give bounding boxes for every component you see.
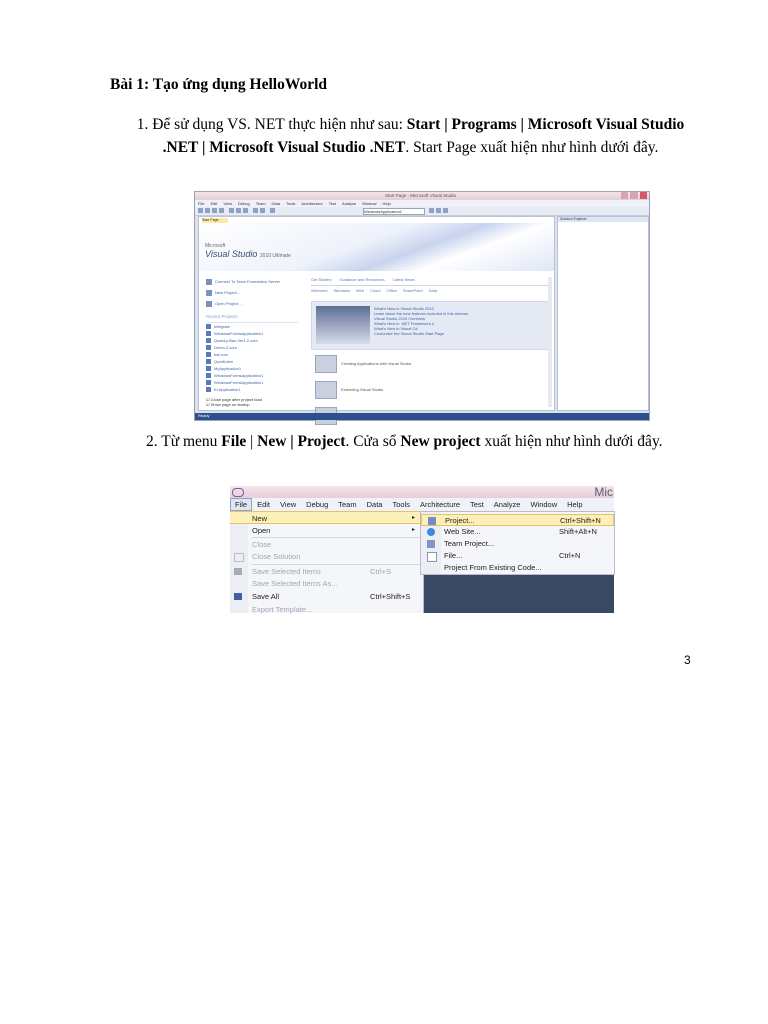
minimize-icon — [621, 192, 628, 199]
s1-check-label: Close page after project load — [210, 397, 262, 402]
save-all-icon — [234, 593, 242, 600]
s1-recent-item — [206, 323, 298, 330]
s1-status-bar: Ready — [195, 413, 649, 420]
step-2-number: 2. — [146, 433, 158, 450]
s2-row-label: New — [252, 514, 268, 523]
save-icon — [212, 208, 217, 213]
s2-subrow-shortcut: Ctrl+N — [559, 551, 581, 560]
s1-menu-item: Help — [382, 201, 391, 206]
s1-toolbar — [195, 207, 649, 216]
maximize-icon — [630, 192, 637, 199]
vs-logo — [205, 239, 291, 259]
vs-logo-edition: 2010 Ultimate — [259, 253, 291, 259]
s1-body — [195, 216, 649, 412]
s1-menu-item: View — [223, 201, 232, 206]
s1-checkboxes — [206, 397, 262, 407]
s1-window-title: Start Page - Microsoft Visual Studio — [385, 193, 456, 198]
s2-row-label: Close Solution — [252, 552, 301, 561]
file-menu-screenshot — [230, 486, 614, 613]
s1-window-controls — [621, 192, 647, 199]
globe-icon — [427, 528, 435, 536]
s1-start-page-tab: Start Page — [202, 218, 228, 223]
page-number: 3 — [684, 653, 691, 667]
s2-file-menu — [230, 511, 424, 613]
server-icon — [206, 279, 212, 285]
s2-row-shortcut: Ctrl+Shift+S — [370, 592, 411, 601]
s1-subtab: Cloud — [370, 288, 381, 293]
project-icon — [206, 380, 211, 385]
s2-subrow-label: Web Site... — [444, 527, 481, 536]
s1-menu-item: Architecture — [301, 201, 323, 206]
step-2-file: File — [221, 433, 247, 450]
s1-recent-item — [206, 351, 298, 358]
s1-solution-explorer — [557, 216, 649, 411]
s2-app-title: Mic — [594, 485, 613, 499]
s1-recent-label: WindowsFormsApplication1 — [214, 331, 264, 336]
s1-menu-item: Debug — [237, 201, 250, 206]
s1-subtab: Windows — [333, 288, 350, 293]
s2-row-label: Save Selected Items As... — [252, 579, 338, 588]
step-2-text-mid: . Cửa sổ — [345, 433, 401, 450]
s1-check-label: Show page on startup — [210, 402, 250, 407]
close-icon — [640, 192, 647, 199]
s1-recent-label: Integrate — [214, 324, 230, 329]
s1-card-line: Visual Studio 2010 Overview — [374, 316, 426, 321]
submenu-arrow-icon: ▸ — [411, 527, 415, 533]
s2-subrow-label: Project From Existing Code... — [444, 563, 542, 572]
s1-recent-label: QuanLy-Ban.Ver1.2.com — [214, 338, 258, 343]
s1-item-label: Extending Visual Studio — [341, 387, 384, 392]
redo-icon — [260, 208, 265, 213]
s1-item-label: Creating Applications with Visual Studio — [341, 361, 412, 366]
s2-menu-item: Edit — [257, 500, 271, 509]
file-icon — [427, 552, 437, 562]
s2-subrow-shortcut: Ctrl+Shift+N — [560, 516, 601, 525]
s1-card-lines — [374, 306, 469, 336]
s1-recent-label: WindowsFormsApplication1 — [214, 373, 264, 378]
s1-content-tabs — [311, 277, 551, 286]
project-icon — [206, 387, 211, 392]
s1-menu-item: Window — [362, 201, 377, 206]
s2-row-label: Save Selected Items — [252, 567, 321, 576]
step-1-paragraph — [118, 113, 703, 159]
step-2-sep: | — [246, 433, 258, 450]
s1-left-panel — [206, 277, 298, 393]
start-debug-icon — [270, 208, 275, 213]
project-icon — [206, 324, 211, 329]
new-project-icon — [206, 290, 212, 296]
s2-menu-save-as — [230, 577, 423, 590]
s2-menu-item: Team — [338, 500, 357, 509]
s2-submenu-file — [421, 550, 614, 562]
s1-menu-item: Tools — [286, 201, 296, 206]
s1-card-line: Customize the Visual Studio Start Page — [374, 331, 444, 336]
s1-combo-value: WindowsApplication1 — [364, 209, 403, 214]
s1-menu-item: Test — [328, 201, 337, 206]
s2-subrow-label: Project... — [445, 516, 475, 525]
s1-right-panel — [311, 277, 551, 392]
s1-link-label: New Project... — [215, 290, 240, 295]
s2-row-label: Save All — [252, 592, 280, 601]
undo-icon — [253, 208, 258, 213]
s2-menubar — [230, 498, 614, 512]
cut-icon — [229, 208, 234, 213]
s2-menu-item: Help — [567, 500, 583, 509]
s1-tab-news: Latest News — [392, 277, 415, 282]
find-icon — [429, 208, 434, 213]
s1-start-page — [198, 216, 555, 411]
s2-submenu-website — [421, 526, 614, 538]
s1-check-show-page: ☑ Show page on startup — [206, 402, 250, 407]
project-icon — [206, 345, 211, 350]
close-solution-icon — [234, 553, 244, 562]
s1-item-thumbnail — [315, 355, 337, 373]
paste-icon — [243, 208, 248, 213]
s2-subrow-label: Team Project... — [444, 539, 495, 548]
project-icon — [206, 366, 211, 371]
s2-row-shortcut: Ctrl+S — [370, 567, 392, 576]
s1-link — [206, 288, 298, 297]
s1-card-line: What's New in .NET Framework 4 — [374, 321, 435, 326]
s1-menu-item: File — [198, 201, 205, 206]
s2-row-label: Close — [252, 540, 272, 549]
s2-menu-item: Architecture — [419, 500, 460, 509]
s1-section-item — [311, 353, 547, 375]
s1-menu-item: Analyze — [342, 201, 357, 206]
vs-logo-text: Visual Studio — [205, 249, 258, 259]
step-2-new-project: New | Project — [257, 433, 346, 450]
s1-subtab: Office — [386, 288, 397, 293]
project-icon — [428, 517, 436, 525]
new-project-icon — [198, 208, 203, 213]
s1-card-line: What's New in Visual C# — [374, 326, 418, 331]
s1-tab-get-started: Get Started — [311, 277, 332, 282]
open-project-icon — [206, 301, 212, 307]
s1-link-label: Open Project... — [215, 301, 242, 306]
s2-menu-new — [230, 511, 423, 524]
s1-menubar — [195, 200, 649, 207]
step-1-path: Start | Programs | Microsoft Visual Studio .NET | Microsoft Visual Studio .NET — [162, 116, 685, 156]
save-icon — [234, 568, 242, 575]
s1-link — [206, 277, 298, 286]
s2-menu-export-template — [230, 603, 423, 616]
s2-subrow-shortcut: Shift+Alt+N — [559, 527, 597, 536]
step-1-number: 1. — [136, 116, 149, 133]
s1-section-item — [311, 379, 547, 401]
s2-menu-item: Window — [530, 500, 558, 509]
step-2-text-end: xuất hiện như hình dưới đây. — [480, 433, 663, 450]
vs-app-icon — [232, 488, 244, 497]
s1-recent-label: MyApplication1 — [214, 366, 242, 371]
s1-recent-item — [206, 358, 298, 365]
s1-title-bar — [195, 192, 649, 200]
s1-item-thumbnail — [315, 381, 337, 399]
s1-card-thumbnail — [316, 306, 370, 344]
s1-recent-item — [206, 365, 298, 372]
s2-menu-close-solution — [230, 550, 423, 563]
s1-recent-label: bai.com — [214, 352, 229, 357]
save-all-icon — [219, 208, 224, 213]
s1-menu-item: Edit — [210, 201, 218, 206]
s2-menu-open — [230, 524, 423, 537]
project-icon — [206, 359, 211, 364]
s2-subrow-label: File... — [444, 551, 463, 560]
step-2-paragraph — [110, 430, 690, 453]
s2-menu-item: Tools — [392, 500, 410, 509]
s1-check-close-page: ☑ Close page after project load — [206, 397, 262, 402]
toolbox-icon — [436, 208, 441, 213]
s2-title-bar — [230, 486, 614, 498]
s1-subtab: Welcome — [311, 288, 328, 293]
s1-recent-label: QuetKdem — [214, 359, 234, 364]
vs-logo-brand: Microsoft — [205, 243, 226, 249]
s2-submenu-team-project — [421, 538, 614, 550]
s1-whats-new-card — [311, 301, 549, 350]
s1-recent-item — [206, 337, 298, 344]
project-icon — [206, 352, 211, 357]
step-2-window-name: New project — [400, 433, 481, 450]
s1-recent-item — [206, 386, 298, 393]
s1-recent-label: Kt Application1 — [214, 387, 241, 392]
s2-menu-item: Analyze — [493, 500, 521, 509]
s1-recent-item — [206, 372, 298, 379]
s2-menu-item: Data — [366, 500, 383, 509]
project-icon — [206, 331, 211, 336]
project-icon — [206, 373, 211, 378]
properties-icon — [443, 208, 448, 213]
s1-recent-item — [206, 330, 298, 337]
project-icon — [206, 338, 211, 343]
s2-row-label: Export Template... — [252, 605, 313, 614]
s1-banner — [199, 223, 554, 271]
s1-recent-label: Demo.Z.com — [214, 345, 237, 350]
s1-card-line: Learn about the new features included in this release. — [374, 311, 469, 316]
s1-subtabs — [311, 288, 551, 296]
s1-side-title: Solution Explorer — [558, 217, 648, 222]
s1-scrollbar — [548, 277, 552, 407]
s2-menu-save-all — [230, 590, 423, 603]
s2-submenu-existing-code — [421, 562, 614, 574]
section-heading: Bài 1: Tạo ứng dụng HelloWorld — [110, 76, 328, 93]
step-1-text: Để sử dụng VS. NET thực hiện như sau: — [152, 116, 407, 133]
s2-new-submenu — [420, 511, 615, 575]
s1-recent-header: Recent Projects — [206, 314, 298, 323]
s2-menu-item: Debug — [306, 500, 329, 509]
s2-submenu-project — [421, 514, 614, 526]
open-icon — [205, 208, 210, 213]
s2-menu-item: View — [280, 500, 297, 509]
team-project-icon — [427, 540, 435, 548]
s1-recent-item — [206, 379, 298, 386]
step-2-text: Từ menu — [161, 433, 222, 450]
s1-menu-item: Team — [255, 201, 266, 206]
s1-tab-guidance: Guidance and Resources — [339, 277, 385, 282]
start-page-screenshot — [194, 191, 650, 421]
s1-solution-combo — [363, 208, 425, 215]
s1-subtab: Data — [428, 288, 438, 293]
s1-link-label: Connect To Team Foundation Server — [215, 279, 281, 284]
copy-icon — [236, 208, 241, 213]
s1-recent-label: WindowsFormsApplication1 — [214, 380, 264, 385]
submenu-arrow-icon: ▸ — [411, 515, 415, 521]
s1-card-line: What's New in Visual Studio 2010 — [374, 306, 434, 311]
step-1-text-end: . Start Page xuất hiện như hình dưới đây. — [405, 139, 659, 156]
s1-subtab: Web — [355, 288, 364, 293]
s1-recent-item — [206, 344, 298, 351]
s1-subtab: SharePoint — [402, 288, 423, 293]
s2-menu-item: Test — [470, 500, 484, 509]
s1-link — [206, 299, 298, 308]
s1-menu-item: Data — [271, 201, 280, 206]
s2-menu-file: File — [230, 498, 252, 511]
s2-row-label: Open — [252, 526, 271, 535]
